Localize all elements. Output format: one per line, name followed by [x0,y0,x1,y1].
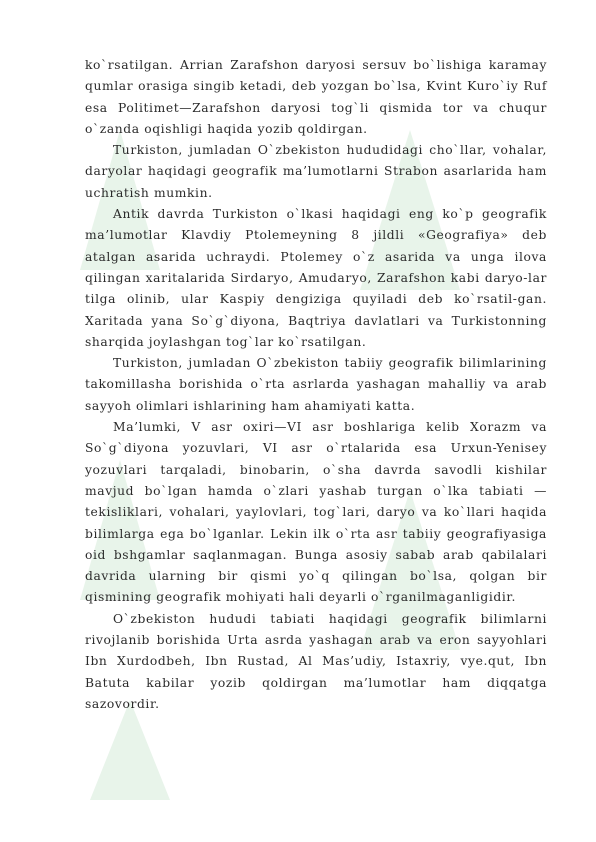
paragraph: Ma’lumki, V asr oxiri—VI asr boshlariga kelib Xorazm va So`g`diyona yozuvlari, VI asr o`rtalarida esa Urxun-Yenisey yozuvlari tarqaladi, binobarin, o`sha davrda savodli kishilar mavjud bo`lgan hamda o`zlari yashab turgan o`lka tabiati — tekisliklari, vohalari, yaylovlari, tog`lari, daryo va ko`llari haqida bilimlarga ega bo`lganlar. Lekin ilk o`rta asr tabiiy geografiyasiga oid bshgamlar saqlanmagan. Bunga asosiy sabab arab qabilalari davrida ularning bir qismi yo`q qilingan bo`lsa, qolgan bir qismining geografik mohiyati hali deyarli o`rganilmaganligidir. [85,420,547,605]
body-text [85,55,547,715]
paragraph: Turkiston, jumladan O`zbekiston hududidagi cho`llar, vohalar, daryolar haqidagi geografik ma’lumotlarni Strabon asarlarida ham uchratish mumkin. [85,143,547,200]
paragraph: ko`rsatilgan. Arrian Zarafshon daryosi sersuv bo`lishiga karamay qumlar orasiga singib ketadi, deb yozgan bo`lsa, Kvint Kuro`iy Ruf esa Politimet—Zarafshon daryosi tog`li qismida tor va chuqur o`zanda oqishligi haqida yozib qoldirgan. [85,58,547,136]
paragraph: O`zbekiston hududi tabiati haqidagi geografik bilimlarni rivojlanib borishida Urta asrda yashagan arab va eron sayyohlari Ibn Xurdodbeh, Ibn Rustad, Al Mas’udiy, Istaxriy, vye.qut, Ibn Batuta kabilar yozib qoldirgan ma’lumotlar ham diqqatga sazovordir. [85,611,547,711]
paragraph: Antik davrda Turkiston o`lkasi haqidagi eng ko`p geografik ma’lumotlar Klavdiy Ptolemeyning 8 jildli «Geografiya» deb atalgan asarida uchraydi. Ptolemey o`z asarida va unga ilova qilingan xaritalarida Sirdaryo, Amudaryo, Zarafshon kabi daryo-lar tilga olinib, ular Kaspiy dengiziga quyiladi deb ko`rsatil-gan. Xaritada yana So`g`diyona, Baqtriya davlatlari va Turkistonning sharqida joylashgan tog`lar ko`rsatilgan. [85,207,547,349]
paragraph: Turkiston, jumladan O`zbekiston tabiiy geografik bilimlarining takomillasha borishida o`rta asrlarda yashagan mahalliy va arab sayyoh olimlari ishlarining ham ahamiyati katta. [85,356,547,413]
